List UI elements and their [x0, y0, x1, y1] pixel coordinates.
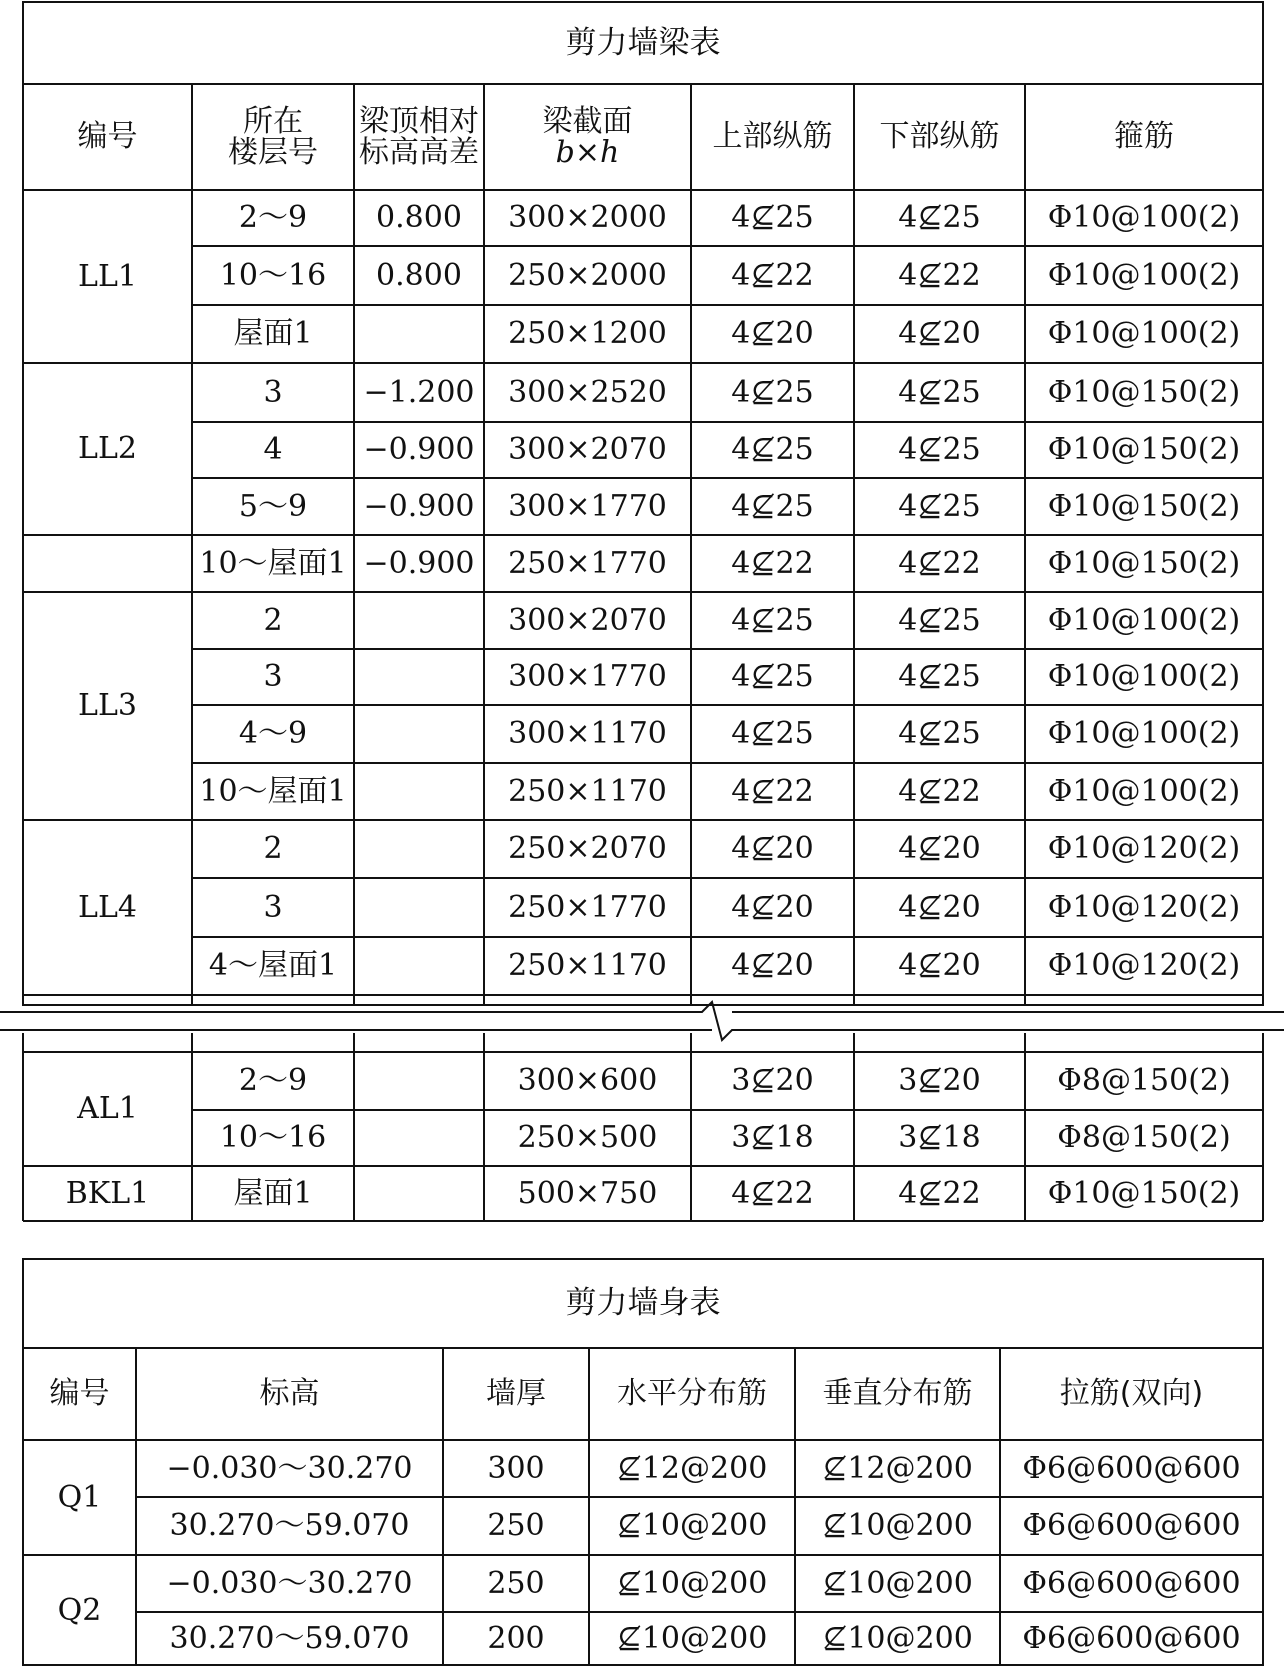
beam-header-bottom: 下部纵筋	[879, 119, 1000, 155]
beam-group-ll3: LL3	[78, 688, 137, 724]
beam-cell-top: 4⊈25	[731, 488, 814, 524]
beam-cell-bottom: 4⊈22	[898, 545, 981, 581]
beam-cell-bottom: 4⊈25	[898, 374, 981, 410]
beam-group-bkl1: BKL1	[65, 1175, 150, 1211]
beam-cell-section: 250×1770	[508, 889, 667, 925]
beam-cell-floor: 4	[263, 432, 283, 468]
beam-cell-elev: −0.900	[363, 545, 475, 581]
beam-cell-stirrup: Φ10@100(2)	[1047, 316, 1241, 352]
beam-cell-section: 300×1770	[508, 659, 667, 695]
beam-cell-bottom: 4⊈25	[898, 200, 981, 236]
beam-cell-elev: −1.200	[363, 374, 475, 410]
beam-cell-bottom: 4⊈25	[898, 488, 981, 524]
beam-header-section-line1: 梁截面	[542, 103, 633, 139]
beam-cell-top: 4⊈25	[731, 602, 814, 638]
beam-cell-bottom: 4⊈20	[898, 948, 981, 984]
beam-cell-top: 4⊈25	[731, 659, 814, 695]
beam-cell-stirrup: Φ10@100(2)	[1047, 659, 1241, 695]
beam-cell-top: 4⊈20	[731, 889, 814, 925]
beam-cell-top: 4⊈25	[731, 716, 814, 752]
wall-cell-tie: Φ6@600@600	[1022, 1450, 1241, 1486]
beam-header-section-line2: b×h	[555, 135, 620, 170]
beam-group-ll4: LL4	[78, 889, 137, 925]
beam-cell-floor: 10～16	[219, 1120, 327, 1156]
wall-cell-elev: −0.030～30.270	[166, 1565, 413, 1601]
beam-cell-floor: 2～9	[238, 1063, 308, 1099]
beam-cell-stirrup: Φ10@120(2)	[1047, 831, 1241, 867]
beam-cell-floor: 2	[263, 831, 283, 867]
beam-cell-top: 4⊈22	[731, 545, 814, 581]
wall-header-horiz: 水平分布筋	[617, 1376, 767, 1412]
beam-cell-bottom: 4⊈20	[898, 316, 981, 352]
beam-cell-floor: 2	[263, 602, 283, 638]
beam-cell-bottom: 3⊈20	[898, 1063, 981, 1099]
wall-cell-horiz: ⊈10@200	[616, 1508, 768, 1544]
wall-cell-vert: ⊈10@200	[822, 1565, 973, 1601]
beam-cell-bottom: 4⊈22	[898, 773, 981, 809]
beam-cell-floor: 4～屋面1	[208, 948, 338, 984]
beam-cell-floor: 10～屋面1	[199, 773, 347, 809]
beam-table-title: 剪力墙梁表	[565, 24, 721, 61]
beam-cell-top: 4⊈25	[731, 432, 814, 468]
beam-cell-floor: 屋面1	[233, 1175, 313, 1211]
beam-cell-stirrup: Φ10@150(2)	[1047, 545, 1241, 581]
beam-cell-elev	[354, 820, 484, 878]
beam-cell-stirrup: Φ10@100(2)	[1047, 257, 1241, 293]
beam-cell-elev: −0.900	[363, 488, 475, 524]
beam-cell-top: 4⊈22	[731, 773, 814, 809]
beam-cell-top: 4⊈25	[731, 200, 814, 236]
wall-header-tie: 拉筋(双向)	[1059, 1376, 1204, 1412]
beam-header-top: 上部纵筋	[712, 119, 833, 155]
beam-cell-bottom: 4⊈25	[898, 659, 981, 695]
beam-header-section	[484, 84, 691, 190]
beam-cell-floor: 3	[263, 659, 283, 695]
beam-cell-bottom: 4⊈20	[898, 889, 981, 925]
beam-cell-elev	[354, 649, 484, 705]
wall-cell-horiz: ⊈10@200	[616, 1565, 768, 1601]
beam-cell-top: 4⊈25	[731, 374, 814, 410]
beam-group-ll2: LL2	[78, 431, 137, 467]
beam-cell-top: 4⊈20	[731, 948, 814, 984]
wall-header-vert: 垂直分布筋	[822, 1376, 973, 1412]
beam-cell-section: 250×2070	[508, 831, 667, 867]
beam-cell-section: 250×1770	[508, 545, 667, 581]
beam-cell-elev	[354, 1110, 484, 1166]
wall-group-q1: Q1	[57, 1479, 102, 1515]
beam-cell-stirrup: Φ10@100(2)	[1047, 602, 1241, 638]
beam-cell-floor: 屋面1	[233, 316, 313, 352]
beam-cell-section: 250×1170	[508, 773, 667, 809]
beam-cell-stirrup: Φ10@100(2)	[1047, 716, 1241, 752]
beam-cell-section: 250×1200	[508, 316, 667, 352]
wall-cell-elev: −0.030～30.270	[166, 1450, 413, 1486]
beam-cell-elev	[354, 763, 484, 820]
beam-cell-stirrup: Φ8@150(2)	[1057, 1063, 1231, 1099]
beam-cell-elev	[354, 937, 484, 995]
beam-cell-stirrup: Φ10@150(2)	[1047, 1175, 1241, 1211]
wall-cell-thick: 250	[487, 1565, 545, 1601]
wall-cell-horiz: ⊈12@200	[616, 1450, 768, 1486]
wall-cell-thick: 200	[487, 1621, 545, 1657]
beam-cell-elev	[354, 592, 484, 649]
beam-cell-section: 300×1770	[508, 488, 667, 524]
wall-cell-tie: Φ6@600@600	[1022, 1565, 1241, 1601]
beam-cell-section: 250×1170	[508, 948, 667, 984]
beam-cell-bottom: 3⊈18	[898, 1120, 981, 1156]
beam-cell-section: 300×1170	[508, 716, 667, 752]
beam-cell-stirrup: Φ10@120(2)	[1047, 948, 1241, 984]
beam-cell-top: 3⊈20	[731, 1063, 814, 1099]
beam-header-elev-line2: 标高高差	[359, 135, 479, 170]
beam-cell-section: 500×750	[517, 1175, 658, 1211]
wall-cell-elev: 30.270～59.070	[169, 1508, 410, 1544]
beam-cell-section: 250×500	[517, 1120, 658, 1156]
wall-cell-elev: 30.270～59.070	[169, 1621, 410, 1657]
beam-header-elev	[354, 84, 484, 190]
wall-cell-thick: 300	[487, 1450, 545, 1486]
beam-header-floor-line2: 楼层号	[228, 135, 318, 170]
beam-cell-stirrup: Φ10@150(2)	[1047, 374, 1241, 410]
beam-cell-section: 300×2070	[508, 432, 667, 468]
wall-cell-vert: ⊈10@200	[822, 1508, 973, 1544]
beam-cell-bottom: 4⊈20	[898, 831, 981, 867]
wall-cell-horiz: ⊈10@200	[616, 1621, 768, 1657]
beam-cell-bottom: 4⊈25	[898, 432, 981, 468]
wall-cell-vert: ⊈12@200	[822, 1450, 973, 1486]
beam-cell-floor: 3	[263, 889, 283, 925]
beam-cell-stirrup: Φ10@150(2)	[1047, 488, 1241, 524]
beam-cell-bottom: 4⊈25	[898, 602, 981, 638]
wall-header-thick: 墙厚	[486, 1376, 546, 1412]
beam-header-id: 编号	[77, 119, 138, 155]
beam-cell-floor: 2～9	[238, 200, 308, 236]
beam-header-elev-line1: 梁顶相对	[359, 103, 479, 139]
beam-cell-elev	[354, 1166, 484, 1221]
beam-header-floor-line1: 所在	[243, 103, 303, 139]
wall-header-id: 编号	[49, 1376, 110, 1412]
beam-cell-stirrup: Φ10@100(2)	[1047, 200, 1241, 236]
beam-cell-section: 250×2000	[508, 257, 667, 293]
beam-cell-top: 4⊈20	[731, 831, 814, 867]
beam-cell-bottom: 4⊈22	[898, 257, 981, 293]
beam-cell-elev	[354, 305, 484, 363]
beam-cell-section: 300×2520	[508, 374, 667, 410]
beam-cell-floor: 3	[263, 374, 283, 410]
beam-cell-elev: 0.800	[376, 257, 462, 293]
beam-cell-elev	[354, 705, 484, 763]
beam-header-stirrup: 箍筋	[1114, 119, 1174, 155]
beam-cell-floor: 10～16	[219, 257, 327, 293]
beam-cell-stirrup: Φ10@120(2)	[1047, 889, 1241, 925]
beam-cell-floor: 5～9	[238, 488, 308, 524]
beam-cell-section: 300×2070	[508, 602, 667, 638]
wall-header-elev: 标高	[259, 1376, 320, 1412]
beam-cell-stirrup: Φ10@100(2)	[1047, 773, 1241, 809]
wall-cell-thick: 250	[487, 1508, 545, 1544]
beam-cell-bottom: 4⊈25	[898, 716, 981, 752]
beam-group-ll1: LL1	[78, 258, 137, 294]
beam-cell-top: 4⊈20	[731, 316, 814, 352]
beam-cell-stirrup: Φ8@150(2)	[1057, 1120, 1231, 1156]
beam-cell-floor: 10～屋面1	[199, 545, 347, 581]
wall-table-title: 剪力墙身表	[565, 1285, 721, 1322]
wall-cell-tie: Φ6@600@600	[1022, 1621, 1241, 1657]
wall-cell-vert: ⊈10@200	[822, 1621, 973, 1657]
beam-cell-top: 3⊈18	[731, 1120, 814, 1156]
beam-cell-elev	[354, 1052, 484, 1110]
beam-cell-elev	[354, 878, 484, 937]
beam-cell-bottom: 4⊈22	[898, 1175, 981, 1211]
beam-cell-elev: 0.800	[376, 200, 462, 236]
wall-cell-tie: Φ6@600@600	[1022, 1508, 1241, 1544]
beam-cell-stirrup: Φ10@150(2)	[1047, 432, 1241, 468]
beam-cell-section: 300×2000	[508, 200, 667, 236]
beam-cell-top: 4⊈22	[731, 257, 814, 293]
beam-header-floor	[192, 84, 354, 190]
beam-cell-floor: 4～9	[238, 716, 308, 752]
wall-group-q2: Q2	[57, 1592, 102, 1628]
beam-cell-elev: −0.900	[363, 432, 475, 468]
beam-cell-top: 4⊈22	[731, 1175, 814, 1211]
beam-cell-section: 300×600	[517, 1063, 658, 1099]
beam-group-al1: AL1	[77, 1091, 138, 1127]
